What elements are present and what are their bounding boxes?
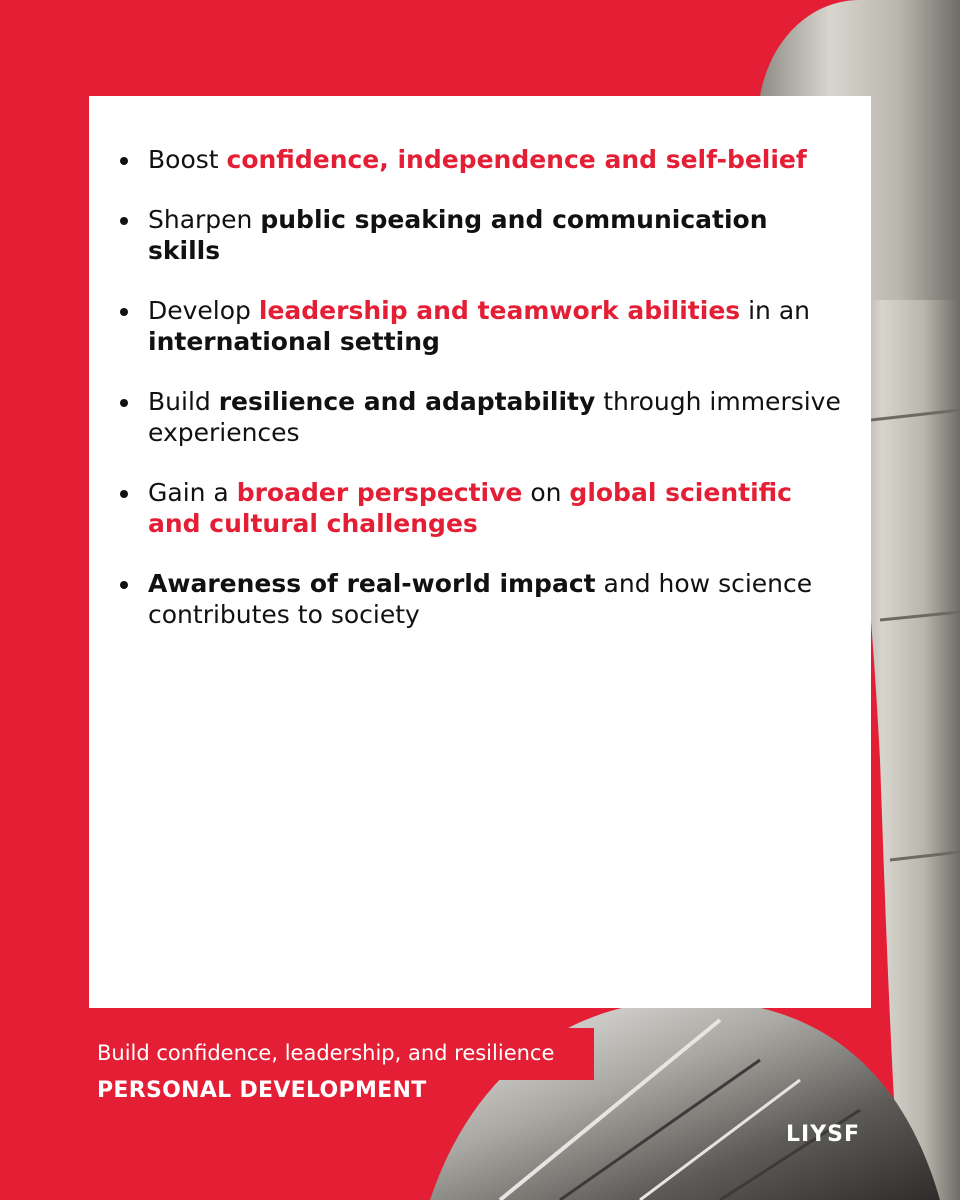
content-card (89, 96, 871, 1008)
benefit-highlight: Awareness of real-world impact (148, 569, 596, 598)
bullet-dot-icon (120, 581, 128, 589)
benefit-item (89, 204, 871, 266)
bullet-dot-icon (120, 490, 128, 498)
benefit-highlight: leadership and teamwork abilities (258, 296, 741, 325)
benefit-highlight: resilience and adaptability (218, 387, 596, 416)
benefit-part: on (522, 478, 570, 507)
benefit-item (89, 477, 871, 539)
bullet-dot-icon (120, 217, 128, 225)
section-title: PERSONAL DEVELOPMENT (97, 1078, 427, 1103)
benefit-item (89, 144, 871, 175)
benefit-part: Develop (148, 296, 259, 325)
subtitle-text: Build confidence, leadership, and resilience (97, 1041, 555, 1065)
benefit-item (89, 386, 871, 448)
bullet-dot-icon (120, 308, 128, 316)
liysf-logo: LIYSF (786, 1122, 861, 1147)
benefit-part: Boost (148, 145, 227, 174)
title-tag (89, 1068, 453, 1116)
benefit-highlight: global scientific and cultural challenges (148, 478, 792, 538)
benefit-part: Gain a (148, 478, 237, 507)
benefit-highlight: broader perspective (236, 478, 523, 507)
benefit-highlight: public speaking and communication skills (148, 205, 768, 265)
benefit-highlight: international setting (148, 327, 440, 356)
benefit-part: in an (740, 296, 811, 325)
benefit-item (89, 295, 871, 357)
benefit-part: Build (148, 387, 219, 416)
benefit-part: through immersive experiences (148, 387, 841, 447)
benefit-part: and how science contributes to society (148, 569, 813, 629)
bullet-dot-icon (120, 399, 128, 407)
benefit-list (89, 144, 871, 659)
benefit-item (89, 568, 871, 630)
benefit-highlight: confidence, independence and self-belief (226, 145, 807, 174)
bullet-dot-icon (120, 157, 128, 165)
benefit-part: Sharpen (148, 205, 261, 234)
